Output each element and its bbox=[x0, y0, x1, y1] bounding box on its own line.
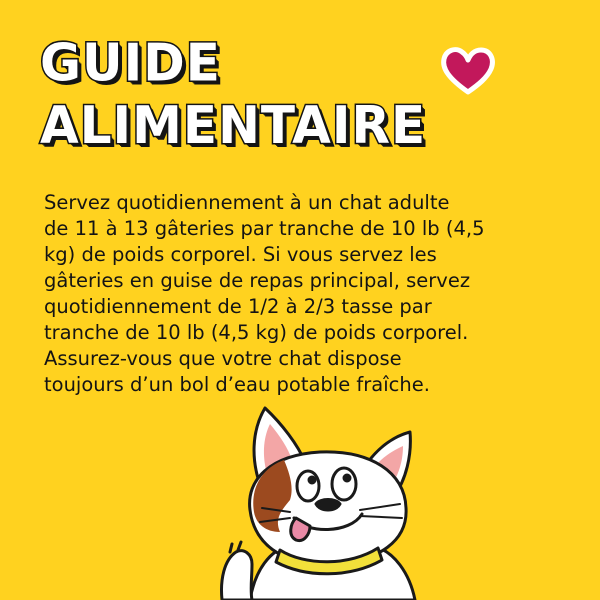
text-line: gâteries en guise de repas principal, servez bbox=[44, 269, 471, 292]
page-title bbox=[40, 32, 426, 157]
text-line: toujours d’un bol d’eau potable fraîche. bbox=[44, 373, 430, 396]
feeding-instructions bbox=[44, 190, 564, 398]
text-line: Assurez-vous que votre chat dispose bbox=[44, 347, 402, 370]
text-line: kg) de poids corporel. Si vous servez les bbox=[44, 243, 437, 266]
text-line: tranche de 10 lb (4,5 kg) de poids corporel. bbox=[44, 321, 469, 344]
text-line: Servez quotidiennement à un chat adulte bbox=[44, 191, 450, 214]
text-line: quotidiennement de 1/2 à 2/3 tasse par bbox=[44, 295, 432, 318]
title-line-2: ALIMENTAIRE bbox=[40, 95, 427, 156]
text-line: de 11 à 13 gâteries par tranche de 10 lb (4,5 bbox=[44, 217, 485, 240]
heart-icon bbox=[438, 40, 498, 100]
title-line-1: GUIDE bbox=[40, 32, 221, 93]
cat-mascot-icon bbox=[210, 400, 440, 600]
